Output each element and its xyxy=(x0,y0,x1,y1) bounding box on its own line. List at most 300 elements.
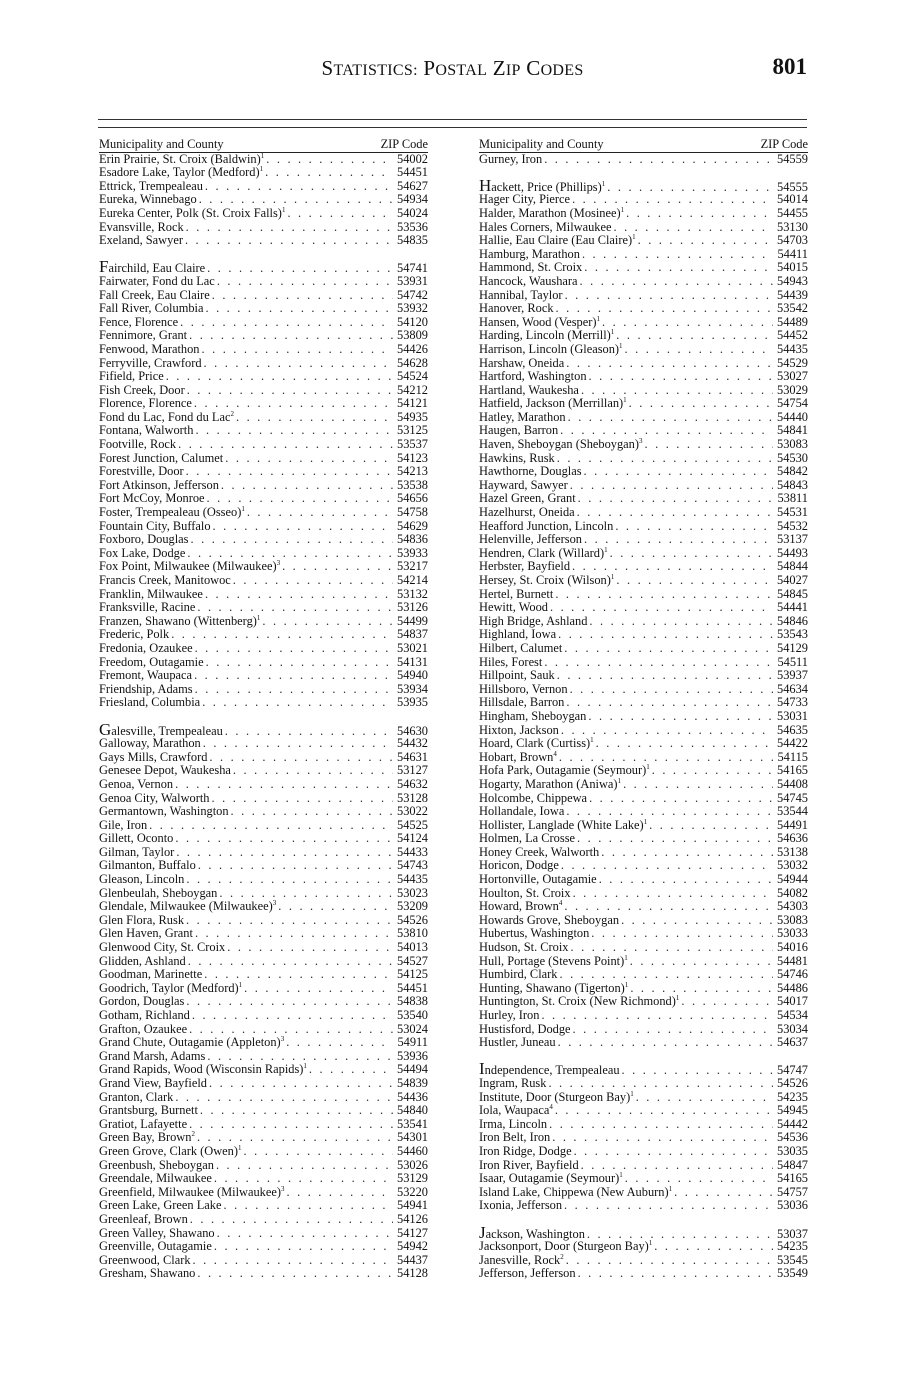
list-item xyxy=(99,1227,428,1241)
list-item xyxy=(479,261,808,275)
zip-code: 54944 xyxy=(777,872,808,887)
zip-code: 53936 xyxy=(397,1048,428,1063)
zip-code: 54002 xyxy=(397,151,428,166)
leader-dots xyxy=(184,221,393,235)
municipality-name: Glenwood City, St. Croix xyxy=(99,940,226,955)
municipality-name: Forestville, Door xyxy=(99,464,184,479)
leader-dots xyxy=(210,289,393,303)
zip-code: 54426 xyxy=(397,341,428,356)
leader-dots xyxy=(214,1159,393,1173)
leader-dots xyxy=(195,1267,393,1281)
leader-dots xyxy=(193,642,393,656)
leader-dots xyxy=(201,737,393,751)
leader-dots xyxy=(628,955,773,969)
municipality-name: Fontana, Walworth xyxy=(99,423,194,438)
leader-dots xyxy=(548,601,773,615)
municipality-name: Fredonia, Ozaukee xyxy=(99,640,193,655)
municipality-name: Greenwood, Clark xyxy=(99,1252,191,1267)
zip-code: 54935 xyxy=(397,409,428,424)
leader-dots xyxy=(185,384,393,398)
municipality-name: Granton, Clark xyxy=(99,1089,174,1104)
list-item xyxy=(99,533,428,547)
municipality-name: Fountain City, Buffalo xyxy=(99,518,211,533)
municipality-name: Glen Flora, Rusk xyxy=(99,912,185,927)
footnote-marker: 4 xyxy=(549,1103,553,1112)
municipality-name: Hamburg, Marathon xyxy=(479,246,580,261)
municipality-name: Hurley, Iron xyxy=(479,1008,540,1022)
municipality-name: Ettrick, Trempealeau xyxy=(99,178,203,193)
zip-code: 54843 xyxy=(777,477,808,492)
entry-list xyxy=(99,153,428,1281)
leader-dots xyxy=(587,792,773,806)
zip-code: 54121 xyxy=(397,396,428,411)
leader-dots xyxy=(212,1240,393,1254)
municipality-name: Foster, Trempealeau (Osseo)$^1$ xyxy=(99,504,245,520)
list-item xyxy=(479,642,808,656)
leader-dots xyxy=(205,492,393,506)
leader-dots xyxy=(207,751,393,765)
zip-code: 54435 xyxy=(777,341,808,356)
municipality-name: Hersey, St. Croix (Wilson)$^1$ xyxy=(479,572,615,587)
footnote-marker: 2 xyxy=(230,409,234,418)
leader-dots xyxy=(613,520,773,534)
zip-code: 54741 xyxy=(397,261,428,276)
footnote-marker: 1 xyxy=(617,776,622,785)
list-item xyxy=(479,506,808,520)
zip-code: 54408 xyxy=(777,776,808,791)
municipality-name: Hingham, Sheboygan xyxy=(479,708,587,723)
municipality-name: Hollister, Langlade (White Lake)$^1$ xyxy=(479,817,648,832)
municipality-name: Hannibal, Taylor xyxy=(479,287,563,302)
municipality-name: Heafford Junction, Lincoln xyxy=(479,518,614,533)
zip-code: 53026 xyxy=(397,1157,428,1172)
footnote-marker: 1 xyxy=(675,994,680,1003)
header-rule-bottom xyxy=(98,127,807,128)
list-item xyxy=(99,166,428,180)
municipality-name: Gratiot, Lafayette xyxy=(99,1116,188,1131)
municipality-name: Haven, Sheboygan (Sheboygan)$^3$ xyxy=(479,436,643,452)
zip-code: 53540 xyxy=(397,1008,428,1022)
list-item xyxy=(479,1104,808,1118)
list-item xyxy=(99,1063,428,1077)
list-item xyxy=(479,343,808,357)
leader-dots xyxy=(636,234,773,248)
list-item xyxy=(99,506,428,520)
list-item xyxy=(479,329,808,343)
footnote-marker: 1 xyxy=(596,314,600,323)
municipality-name: Exeland, Sawyer xyxy=(99,233,183,248)
municipality-name: Gurney, Iron xyxy=(479,151,543,166)
list-item xyxy=(99,1131,428,1145)
municipality-header: Municipality and County xyxy=(479,137,604,151)
leader-dots xyxy=(562,642,773,656)
zip-code: 54627 xyxy=(397,178,428,193)
leader-dots xyxy=(195,1131,393,1145)
leader-dots xyxy=(555,452,773,466)
municipality-name: Hustler, Juneau xyxy=(479,1035,556,1050)
leader-dots xyxy=(553,588,773,602)
footnote-marker: 1 xyxy=(632,233,636,242)
zip-code: 54213 xyxy=(397,464,428,479)
leader-dots xyxy=(285,207,393,221)
municipality-name: Harrison, Lincoln (Gleason)$^1$ xyxy=(479,341,623,356)
zip-code: 54526 xyxy=(397,912,428,927)
municipality-name: Huntington, St. Croix (New Richmond)$^1$ xyxy=(479,994,680,1009)
leader-dots xyxy=(203,588,393,602)
list-item xyxy=(479,370,808,384)
leader-dots xyxy=(564,696,773,710)
list-item xyxy=(99,995,428,1009)
zip-code: 53809 xyxy=(397,328,428,343)
list-item xyxy=(99,492,428,506)
list-item xyxy=(479,1199,808,1213)
municipality-name: Iron Belt, Iron xyxy=(479,1130,551,1145)
leader-dots xyxy=(582,465,773,479)
zip-code: 54489 xyxy=(777,314,808,329)
list-item xyxy=(99,941,428,955)
municipality-name: Hull, Portage (Stevens Point)$^1$ xyxy=(479,953,628,968)
municipality-name: Evansville, Rock xyxy=(99,219,184,234)
list-item xyxy=(99,560,428,574)
municipality-name: Jefferson, Jefferson xyxy=(479,1266,576,1281)
list-item xyxy=(479,533,808,547)
list-item xyxy=(479,764,808,778)
municipality-name: Hendren, Clark (Willard)$^1$ xyxy=(479,545,608,560)
municipality-name: Hales Corners, Milwaukee xyxy=(479,219,612,234)
list-item xyxy=(479,275,808,289)
footnote-marker: 3 xyxy=(281,1184,285,1193)
list-item xyxy=(99,1009,428,1023)
municipality-name: Hillsboro, Vernon xyxy=(479,681,568,696)
leader-dots xyxy=(200,696,393,710)
leader-dots xyxy=(202,357,393,371)
zip-code: 54841 xyxy=(777,423,808,438)
list-item xyxy=(99,846,428,860)
municipality-name: Helenville, Jefferson xyxy=(479,532,582,547)
leader-dots xyxy=(204,656,393,670)
leader-dots xyxy=(553,1104,773,1118)
municipality-name: Fox Point, Milwaukee (Milwaukee)$^3$ xyxy=(99,559,281,574)
municipality-name: Hewitt, Wood xyxy=(479,600,548,615)
list-item xyxy=(479,547,808,561)
leader-dots xyxy=(242,982,393,996)
list-item xyxy=(99,805,428,819)
zip-code: 53083 xyxy=(777,912,808,927)
footnote-marker: 1 xyxy=(668,1184,673,1193)
municipality-name: Hager City, Pierce xyxy=(479,192,571,207)
list-item xyxy=(479,465,808,479)
leader-dots xyxy=(614,574,773,588)
list-item xyxy=(99,764,428,778)
list-item xyxy=(479,574,808,588)
list-item xyxy=(479,1186,808,1200)
footnote-marker: 3 xyxy=(280,1035,285,1044)
footnote-marker: 1 xyxy=(256,613,261,622)
leader-dots xyxy=(575,832,773,846)
municipality-name: Hiles, Forest xyxy=(479,654,543,669)
zip-code: 54016 xyxy=(777,940,808,955)
zip-code: 54945 xyxy=(777,1103,808,1118)
leader-dots xyxy=(203,302,393,316)
list-item xyxy=(99,370,428,384)
leader-dots xyxy=(231,574,393,588)
list-item xyxy=(479,628,808,642)
leader-dots xyxy=(260,615,393,629)
zip-header: ZIP Code xyxy=(380,137,428,151)
municipality-name: Glidden, Ashland xyxy=(99,953,186,968)
section-gap xyxy=(99,710,428,724)
zip-code: 53021 xyxy=(397,640,428,655)
leader-dots xyxy=(564,805,773,819)
zip-code: 54934 xyxy=(397,192,428,207)
leader-dots xyxy=(566,411,773,425)
footnote-marker: 1 xyxy=(610,328,615,337)
list-item xyxy=(479,479,808,493)
municipality-name: Fox Lake, Dodge xyxy=(99,545,186,560)
zip-code: 54555 xyxy=(777,179,808,194)
municipality-name: Fall Creek, Eau Claire xyxy=(99,287,210,302)
leader-dots xyxy=(568,479,773,493)
municipality-name: Franksville, Racine xyxy=(99,600,196,615)
list-item xyxy=(479,778,808,792)
leader-dots xyxy=(539,1009,773,1023)
municipality-name: Galesville, Trempealeau xyxy=(99,719,223,739)
list-item xyxy=(99,234,428,248)
municipality-name: Glendale, Milwaukee (Milwaukee)$^3$ xyxy=(99,899,277,914)
footnote-marker: 1 xyxy=(260,151,265,160)
list-item xyxy=(479,175,808,195)
list-item xyxy=(99,1172,428,1186)
municipality-name: Grand Marsh, Adams xyxy=(99,1048,206,1063)
list-item xyxy=(99,819,428,833)
zip-code: 53033 xyxy=(777,926,808,941)
list-item xyxy=(99,859,428,873)
footnote-marker: 1 xyxy=(303,1062,307,1071)
zip-code: 53935 xyxy=(397,695,428,710)
municipality-name: Hansen, Wood (Vesper)$^1$ xyxy=(479,314,600,329)
list-item xyxy=(479,153,808,167)
zip-code: 54481 xyxy=(777,953,808,968)
list-item xyxy=(99,438,428,452)
municipality-name: Hunting, Shawano (Tigerton)$^1$ xyxy=(479,980,629,995)
list-item xyxy=(99,193,428,207)
list-item xyxy=(479,1023,808,1037)
zip-code: 54757 xyxy=(777,1184,808,1199)
list-item xyxy=(479,1254,808,1268)
footnote-marker: 3 xyxy=(272,899,277,908)
list-item xyxy=(99,588,428,602)
zip-code: 54703 xyxy=(777,233,808,248)
zip-code: 53931 xyxy=(397,273,428,288)
leader-dots xyxy=(186,955,393,969)
municipality-name: Greenleaf, Brown xyxy=(99,1211,188,1226)
list-item xyxy=(479,452,808,466)
municipality-name: Esadore Lake, Taylor (Medford)$^1$ xyxy=(99,165,264,180)
zip-code: 54529 xyxy=(777,355,808,370)
list-item xyxy=(99,737,428,751)
list-item xyxy=(479,234,808,248)
list-item xyxy=(99,384,428,398)
leader-dots xyxy=(212,1172,393,1186)
municipality-name: Green Lake, Green Lake xyxy=(99,1198,222,1213)
municipality-name: Gile, Iron xyxy=(99,817,148,832)
zip-code: 53126 xyxy=(397,600,428,615)
list-item xyxy=(479,588,808,602)
municipality-name: Franklin, Milwaukee xyxy=(99,586,203,601)
list-item xyxy=(99,628,428,642)
footnote-marker: 1 xyxy=(619,341,623,350)
list-item xyxy=(99,411,428,425)
column-header xyxy=(99,138,428,153)
municipality-name: Goodrich, Taylor (Medford)$^1$ xyxy=(99,980,243,995)
list-item xyxy=(99,316,428,330)
leader-dots xyxy=(173,832,393,846)
zip-code: 54014 xyxy=(777,192,808,207)
leader-dots xyxy=(542,153,773,167)
list-item xyxy=(99,778,428,792)
leader-dots xyxy=(202,968,393,982)
zip-code: 54082 xyxy=(777,885,808,900)
municipality-name: Howard, Brown$^4$ xyxy=(479,899,563,914)
municipality-name: Goodman, Marinette xyxy=(99,967,203,982)
leader-dots xyxy=(219,479,393,493)
list-item xyxy=(479,1172,808,1186)
list-item xyxy=(99,873,428,887)
footnote-marker: 3 xyxy=(639,436,643,445)
leader-dots xyxy=(547,1118,773,1132)
municipality-name: Isaar, Outagamie (Seymour)$^1$ xyxy=(479,1171,623,1186)
leader-dots xyxy=(576,1267,773,1281)
zip-code: 54743 xyxy=(397,858,428,873)
zip-code: 54847 xyxy=(777,1157,808,1172)
leader-dots xyxy=(679,995,773,1009)
list-item xyxy=(99,955,428,969)
zip-code: 54499 xyxy=(397,613,428,628)
list-item xyxy=(479,601,808,615)
zip-code: 54527 xyxy=(397,953,428,968)
list-item xyxy=(479,1118,808,1132)
leader-dots xyxy=(555,669,773,683)
zip-code: 53220 xyxy=(397,1184,428,1199)
list-item xyxy=(99,1267,428,1281)
zip-code: 54422 xyxy=(777,736,808,751)
municipality-name: Harding, Lincoln (Merrill)$^1$ xyxy=(479,328,615,343)
leader-dots xyxy=(245,506,393,520)
municipality-name: Hertel, Burnett xyxy=(479,586,554,601)
municipality-name: Green Bay, Brown$^2$ xyxy=(99,1130,195,1145)
zip-code: 54632 xyxy=(397,776,428,791)
footnote-marker: 1 xyxy=(281,205,286,214)
zip-code: 54637 xyxy=(777,1035,808,1050)
leader-dots xyxy=(178,316,393,330)
municipality-name: Hazelhurst, Oneida xyxy=(479,505,575,520)
zip-code: 54017 xyxy=(777,994,808,1009)
list-item xyxy=(99,1104,428,1118)
list-item xyxy=(479,1240,808,1254)
municipality-name: Grantsburg, Burnett xyxy=(99,1103,198,1118)
list-item xyxy=(479,438,808,452)
municipality-name: Fremont, Waupaca xyxy=(99,668,193,683)
leader-dots xyxy=(200,343,394,357)
list-item xyxy=(99,1091,428,1105)
zip-code: 54303 xyxy=(777,899,808,914)
zip-code: 54435 xyxy=(397,872,428,887)
zip-code: 54559 xyxy=(777,151,808,166)
municipality-name: Genoa City, Walworth xyxy=(99,790,210,805)
list-item xyxy=(99,982,428,996)
leader-dots xyxy=(647,819,773,833)
list-item xyxy=(99,751,428,765)
municipality-name: Greenville, Outagamie xyxy=(99,1239,212,1254)
list-item xyxy=(99,1213,428,1227)
zip-code: 53138 xyxy=(777,844,808,859)
zip-code: 53811 xyxy=(777,491,808,506)
municipality-name: High Bridge, Ashland xyxy=(479,613,588,628)
zip-code: 53545 xyxy=(777,1252,808,1267)
list-item xyxy=(479,846,808,860)
page-title: STATISTICS: POSTAL ZIP CODES xyxy=(321,56,584,80)
municipality-name: Haugen, Barron xyxy=(479,423,559,438)
municipality-name: Hobart, Brown$^4$ xyxy=(479,749,557,764)
zip-code: 54754 xyxy=(777,396,808,411)
leader-dots xyxy=(643,438,774,452)
zip-code: 54758 xyxy=(397,505,428,520)
zip-code: 54436 xyxy=(397,1089,428,1104)
zip-code: 53022 xyxy=(397,804,428,819)
leader-dots xyxy=(193,927,393,941)
zip-code: 54486 xyxy=(777,980,808,995)
zip-code: 53541 xyxy=(397,1116,428,1131)
leader-dots xyxy=(563,289,773,303)
list-item xyxy=(479,289,808,303)
zip-code: 54494 xyxy=(397,1062,428,1077)
zip-code: 54491 xyxy=(777,817,808,832)
municipality-name: Harshaw, Oneida xyxy=(479,355,565,370)
leader-dots xyxy=(307,1063,393,1077)
zip-code: 54120 xyxy=(397,314,428,329)
municipality-name: Friendship, Adams xyxy=(99,681,193,696)
zip-code: 53542 xyxy=(777,301,808,316)
municipality-name: Herbster, Bayfield xyxy=(479,559,571,574)
municipality-name: Gays Mills, Crawford xyxy=(99,749,208,764)
zip-code: 54451 xyxy=(397,980,428,995)
zip-code: 54125 xyxy=(397,967,428,982)
zip-code: 54745 xyxy=(777,790,808,805)
list-item xyxy=(479,792,808,806)
list-item xyxy=(99,1036,428,1050)
zip-code: 54127 xyxy=(397,1225,428,1240)
municipality-name: Hollandale, Iowa xyxy=(479,804,565,819)
zip-code: 54845 xyxy=(777,586,808,601)
list-item xyxy=(479,560,808,574)
leader-dots xyxy=(184,873,393,887)
leader-dots xyxy=(570,560,773,574)
list-item xyxy=(99,1159,428,1173)
leader-dots xyxy=(621,778,773,792)
municipality-name: Gilman, Taylor xyxy=(99,844,175,859)
zip-code: 54524 xyxy=(397,369,428,384)
zip-code: 54635 xyxy=(777,722,808,737)
zip-code: 53023 xyxy=(397,885,428,900)
footnote-marker: 1 xyxy=(238,980,243,989)
leader-dots xyxy=(582,533,773,547)
zip-code: 54846 xyxy=(777,613,808,628)
leader-dots xyxy=(568,683,773,697)
zip-code: 54439 xyxy=(777,287,808,302)
municipality-name: Glenbeulah, Sheboygan xyxy=(99,885,218,900)
leader-dots xyxy=(597,873,773,887)
leader-dots xyxy=(542,656,773,670)
